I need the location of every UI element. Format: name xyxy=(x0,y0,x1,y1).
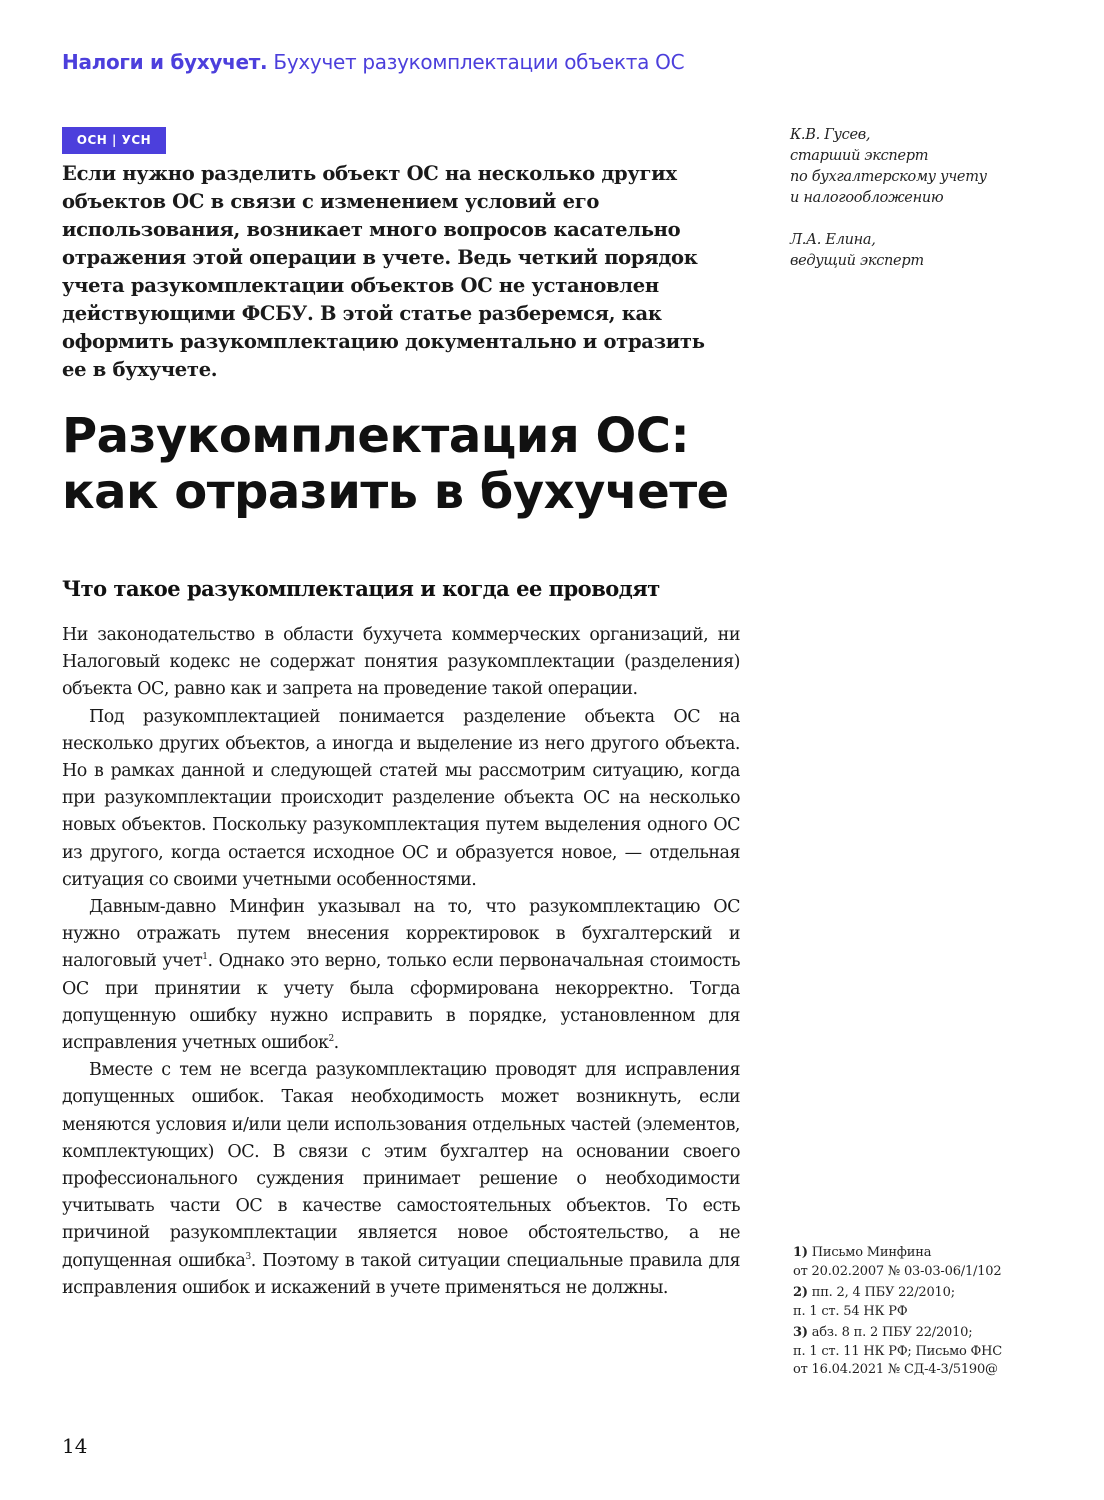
author-block-gusev xyxy=(790,125,987,209)
title-line: Разукомплектация ОС: xyxy=(62,408,690,464)
body-paragraph: Вместе с тем не всегда разукомплектацию проводят для исправления допущенных ошибок. Такая необходимость может возникнуть, если меняются условия и/или цели использования отдельных частей (элементов, комплектующих) ОС. В связи с этим бухгалтер на основании своего профессионального суждения принимает решение о необходимости учитывать части ОС в качестве самостоятельных объектов. То есть причиной разукомплектации является новое обстоятельство, а не допущенная ошибка$^3$. Поэтому в такой ситуации специальные правила для исправления ошибок и искажений в учете применяться не должны. xyxy=(62,1060,740,1298)
article-body xyxy=(62,622,740,1302)
footnote-1: 1) Письмо Минфина от 20.02.2007 № 03-03-06/1/102 xyxy=(793,1245,1002,1279)
author-block-elina xyxy=(790,230,924,272)
section-name: Налоги и бухучет. xyxy=(62,50,268,74)
section-subheading: Что такое разукомплектация и когда ее проводят xyxy=(62,576,660,601)
section-topic: Бухучет разукомплектации объекта ОС xyxy=(273,50,685,74)
section-header xyxy=(62,50,684,74)
footnote-ref: 3 xyxy=(245,1251,251,1262)
author-position: ведущий эксперт xyxy=(790,253,924,269)
body-paragraph: Давным-давно Минфин указывал на то, что разукомплектацию ОС нужно отражать путем внесения корректировок в бухгалтерский и налоговый учет$^1$. Однако это верно, только если первоначальная стоимость ОС при принятии к учету была сформирована некорректно. Тогда допущенную ошибку нужно исправить в порядке, установленном для исправления учетных ошибок$^2$. xyxy=(62,897,740,1054)
tax-regime-badge: ОСН | УСН xyxy=(62,127,166,154)
author-position: по бухгалтерскому учету xyxy=(790,169,987,185)
author-name: К.В. Гусев, xyxy=(790,127,871,143)
footnote-ref: 1 xyxy=(202,952,208,963)
footnote-2: 2) пп. 2, 4 ПБУ 22/2010; п. 1 ст. 54 НК РФ xyxy=(793,1285,955,1319)
footnotes xyxy=(793,1244,1033,1383)
page-number: 14 xyxy=(62,1434,88,1458)
author-position: и налогообложению xyxy=(790,190,944,206)
footnote-3: 3) абз. 8 п. 2 ПБУ 22/2010; п. 1 ст. 11 НК РФ; Письмо ФНС от 16.04.2021 № СД-4-3/5190@ xyxy=(793,1325,1003,1377)
author-name: Л.А. Елина, xyxy=(790,232,876,248)
lead-paragraph: Если нужно разделить объект ОС на несколько других объектов ОС в связи с изменением условий его использования, возникает много вопросов касательно отражения этой операции в учете. Ведь четкий порядок учета разукомплектации объектов ОС не установлен действующими ФСБУ. В этой статье разберемся, как оформить разукомплектацию документально и отразить ее в бухучете. xyxy=(62,162,705,381)
body-paragraph: Ни законодательство в области бухучета коммерческих организаций, ни Налоговый кодекс не содержат понятия разукомплектации (разделения) объекта ОС, равно как и запрета на проведение такой операции. xyxy=(62,625,740,700)
title-line: как отразить в бухучете xyxy=(62,464,729,520)
author-position: старший эксперт xyxy=(790,148,929,164)
article-title xyxy=(62,408,729,520)
body-paragraph: Под разукомплектацией понимается разделение объекта ОС на несколько других объектов, а иногда и выделение из него другого объекта. Но в рамках данной и следующей статей мы рассмотрим ситуацию, когда при разукомплектации происходит разделение объекта ОС на несколько новых объектов. Поскольку разукомплектация путем выделения одного ОС из другого, когда остается исходное ОС и образуется новое, — отдельная ситуация со своими учетными особенностями. xyxy=(62,706,740,890)
footnote-ref: 2 xyxy=(328,1034,334,1045)
